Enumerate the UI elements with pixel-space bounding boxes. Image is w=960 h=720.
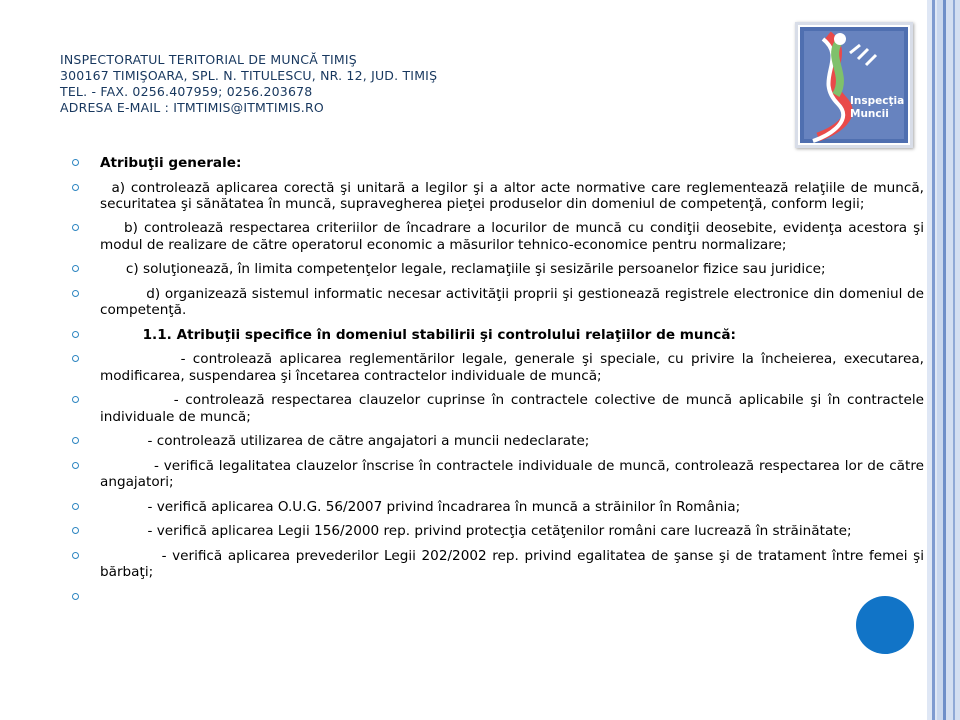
bullet-icon [72,224,79,231]
list-item [72,523,924,539]
right-stripe-dark-3 [953,0,955,720]
right-stripe-dark-1 [932,0,935,720]
list-item-text: a) controlează aplicarea corectă şi unitară a legilor şi a altor acte normative care reglementează relaţiile de muncă, securitatea şi sănătatea în muncă, supravegherea pieţei produselor din domeniul de competenţă, conform legii; [100,179,924,212]
list-item-text: Atribuţii generale: [100,155,242,171]
header-line-email: ADRESA E-MAIL : ITMTIMIS@ITMTIMIS.RO [60,100,324,115]
list-item-text: - verifică aplicarea O.U.G. 56/2007 privind încadrarea în muncă a străinilor în România; [100,498,741,515]
logo-text-line1: Inspecţia [850,95,905,107]
bullet-icon [72,437,79,444]
bullet-icon [72,462,79,469]
list-item-text: - controlează aplicarea reglementărilor legale, generale şi speciale, cu privire la încheierea, executarea, modificarea, suspendarea şi încetarea contractelor individuale de muncă; [100,351,924,384]
list-item-text: d) organizează sistemul informatic necesar activităţii proprii şi gestionează registrele electronice din domeniul de competenţă. [100,285,924,319]
list-item [72,458,924,491]
list-item-text: - controlează respectarea clauzelor cuprinse în contractele colective de muncă aplicabile şi în contractele individuale de muncă; [100,392,924,425]
bullet-icon [72,503,79,510]
list-item-text: 1.1. Atribuţii specifice în domeniul stabilirii şi controlului relaţiilor de muncă: [100,326,736,343]
list-item-text: - controlează utilizarea de către angajatori a muncii nedeclarate; [100,433,590,450]
list-item-text: - verifică aplicarea prevederilor Legii 202/2002 rep. privind egalitatea de şanse şi de tratament între femei şi bărbaţi; [100,547,924,581]
bullet-icon [72,527,79,534]
bullet-icon [72,290,79,297]
list-item [72,327,924,343]
bullet-icon [72,355,79,362]
bullet-icon [72,184,79,191]
logo-graphic [798,25,910,145]
header-line-phone: TEL. - FAX. 0256.407959; 0256.203678 [60,84,313,99]
inspectia-muncii-logo [795,22,913,148]
list-item [72,548,924,581]
bullet-icon [72,159,79,166]
logo-text-line2: Muncii [850,108,889,120]
list-item [72,180,924,213]
list-item [72,351,924,384]
bullet-icon [72,593,79,600]
institution-header [60,52,760,116]
bullet-icon [72,265,79,272]
list-item [72,286,924,319]
list-item-text: b) controlează respectarea criteriilor de încadrare a locurilor de muncă cu condiţii deosebite, evidenţa acestora şi modul de realizare de către operatorul economic a măsurilor tehnico-economice pentru normalizare; [100,220,924,253]
header-line-institution: INSPECTORATUL TERITORIAL DE MUNCĂ TIMIŞ [60,52,357,67]
list-item-text: c) soluţionează, în limita competenţelor legale, reclamaţiile şi sesizările persoanelor fizice sau juridice; [100,261,826,278]
list-item [72,220,924,253]
bullet-icon [72,396,79,403]
bullet-icon [72,552,79,559]
decorative-circle [856,596,914,654]
list-item [72,499,924,515]
list-item-text: - verifică legalitatea clauzelor înscrise în contractele individuale de muncă, controlează respectarea lor de către angajatori; [100,457,924,491]
list-item [72,433,924,449]
list-item [72,261,924,277]
attributions-list [72,155,924,589]
list-item [72,392,924,425]
list-item [72,155,924,171]
list-item-text: - verifică aplicarea Legii 156/2000 rep. privind protecţia cetăţenilor români care lucrează în străinătate; [100,523,852,540]
bullet-icon [72,331,79,338]
header-line-address: 300167 TIMIŞOARA, SPL. N. TITULESCU, NR. 12, JUD. TIMIŞ [60,68,438,83]
